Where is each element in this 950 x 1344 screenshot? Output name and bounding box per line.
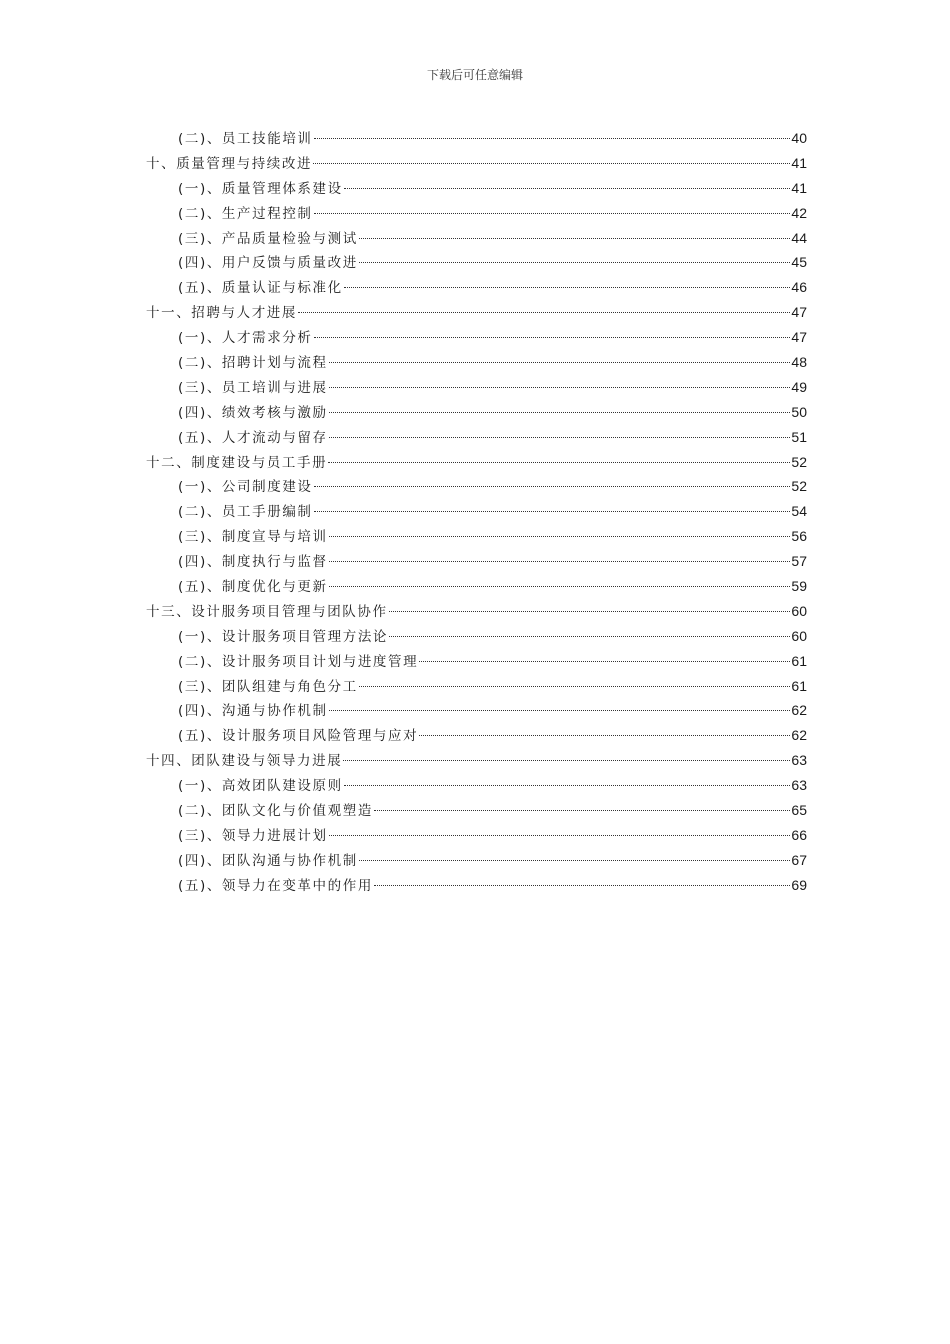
- toc-page-number: 54: [791, 503, 807, 520]
- toc-dot-leader: [329, 387, 791, 388]
- toc-dot-leader: [313, 163, 790, 164]
- toc-section-entry[interactable]: [146, 823, 807, 848]
- toc-section-entry[interactable]: [146, 674, 807, 699]
- toc-section-entry[interactable]: [146, 226, 807, 251]
- toc-page-number: 61: [791, 652, 807, 669]
- toc-section-entry[interactable]: [146, 574, 807, 599]
- toc-dot-leader: [374, 810, 790, 811]
- toc-dot-leader: [389, 611, 791, 612]
- toc-page-number: 42: [791, 204, 807, 221]
- toc-dot-leader: [359, 238, 791, 239]
- toc-dot-leader: [419, 661, 790, 662]
- toc-entry-title: 十一、招聘与人才进展: [146, 305, 297, 322]
- toc-entry-title: (二)、团队文化与价值观塑造: [178, 803, 373, 820]
- toc-dot-leader: [298, 312, 790, 313]
- toc-page-number: 69: [791, 876, 807, 893]
- toc-section-entry[interactable]: [146, 250, 807, 275]
- toc-page-number: 46: [791, 279, 807, 296]
- toc-entry-title: (三)、员工培训与进展: [178, 379, 328, 396]
- toc-page-number: 52: [791, 478, 807, 495]
- toc-section-entry[interactable]: [146, 499, 807, 524]
- toc-page-number: 51: [791, 428, 807, 445]
- toc-section-entry[interactable]: [146, 126, 807, 151]
- toc-page-number: 40: [791, 130, 807, 146]
- toc-entry-title: (五)、人才流动与留存: [178, 429, 328, 446]
- toc-page-number: 47: [791, 329, 807, 346]
- toc-page-number: 62: [791, 702, 807, 719]
- toc-page-number: 41: [791, 154, 807, 171]
- toc-page-number: 45: [791, 254, 807, 271]
- toc-section-entry[interactable]: [146, 549, 807, 574]
- toc-dot-leader: [329, 710, 791, 711]
- toc-entry-title: 十三、设计服务项目管理与团队协作: [146, 603, 388, 620]
- toc-section-entry[interactable]: [146, 873, 807, 898]
- toc-section-entry[interactable]: [146, 723, 807, 748]
- toc-page-number: 62: [791, 727, 807, 744]
- toc-dot-leader: [344, 188, 791, 189]
- toc-section-entry[interactable]: [146, 649, 807, 674]
- toc-entry-title: (二)、员工手册编制: [178, 504, 313, 521]
- toc-entry-title: (四)、绩效考核与激励: [178, 404, 328, 421]
- toc-entry-title: (一)、质量管理体系建设: [178, 180, 343, 197]
- toc-dot-leader: [314, 138, 791, 139]
- toc-page-number: 63: [791, 752, 807, 769]
- toc-section-entry[interactable]: [146, 524, 807, 549]
- toc-entry-title: 十、质量管理与持续改进: [146, 155, 313, 172]
- toc-entry-title: (四)、用户反馈与质量改进: [178, 255, 358, 272]
- toc-entry-title: (五)、设计服务项目风险管理与应对: [178, 728, 419, 745]
- toc-page-number: 61: [791, 677, 807, 694]
- table-of-contents: [146, 126, 807, 898]
- toc-entry-title: 十四、团队建设与领导力进展: [146, 753, 343, 770]
- toc-dot-leader: [329, 835, 791, 836]
- toc-page-number: 66: [791, 826, 807, 843]
- toc-dot-leader: [374, 885, 790, 886]
- toc-section-entry[interactable]: [146, 698, 807, 723]
- toc-section-entry[interactable]: [146, 798, 807, 823]
- toc-dot-leader: [329, 536, 791, 537]
- toc-entry-title: (二)、设计服务项目计划与进度管理: [178, 653, 419, 670]
- toc-dot-leader: [314, 511, 791, 512]
- toc-section-entry[interactable]: [146, 400, 807, 425]
- toc-entry-title: 十二、制度建设与员工手册: [146, 454, 328, 471]
- toc-entry-title: (二)、招聘计划与流程: [178, 355, 328, 372]
- toc-section-entry[interactable]: [146, 325, 807, 350]
- toc-section-entry[interactable]: [146, 375, 807, 400]
- toc-dot-leader: [314, 337, 791, 338]
- toc-dot-leader: [343, 760, 790, 761]
- toc-entry-title: (四)、团队沟通与协作机制: [178, 852, 358, 869]
- toc-dot-leader: [314, 486, 791, 487]
- toc-chapter-entry[interactable]: [146, 300, 807, 325]
- toc-entry-title: (五)、质量认证与标准化: [178, 280, 343, 297]
- toc-section-entry[interactable]: [146, 773, 807, 798]
- toc-page-number: 60: [791, 602, 807, 619]
- toc-entry-title: (四)、制度执行与监督: [178, 554, 328, 571]
- toc-dot-leader: [359, 860, 791, 861]
- toc-entry-title: (一)、设计服务项目管理方法论: [178, 628, 389, 645]
- toc-page-number: 52: [791, 453, 807, 470]
- toc-entry-title: (二)、生产过程控制: [178, 205, 313, 222]
- toc-section-entry[interactable]: [146, 176, 807, 201]
- toc-dot-leader: [344, 287, 791, 288]
- toc-page-number: 44: [791, 229, 807, 246]
- toc-page-number: 60: [791, 627, 807, 644]
- toc-dot-leader: [329, 437, 791, 438]
- toc-page-number: 48: [791, 354, 807, 371]
- toc-entry-title: (一)、人才需求分析: [178, 330, 313, 347]
- toc-dot-leader: [328, 462, 790, 463]
- toc-dot-leader: [329, 561, 791, 562]
- toc-page-number: 47: [791, 304, 807, 321]
- toc-page-number: 41: [791, 179, 807, 196]
- toc-page-number: 59: [791, 578, 807, 595]
- toc-page-number: 50: [791, 403, 807, 420]
- toc-dot-leader: [329, 586, 791, 587]
- toc-entry-title: (四)、沟通与协作机制: [178, 703, 328, 720]
- toc-section-entry[interactable]: [146, 275, 807, 300]
- toc-entry-title: (三)、制度宣导与培训: [178, 529, 328, 546]
- toc-chapter-entry[interactable]: [146, 748, 807, 773]
- toc-section-entry[interactable]: [146, 201, 807, 226]
- toc-chapter-entry[interactable]: [146, 450, 807, 475]
- toc-entry-title: (一)、高效团队建设原则: [178, 778, 343, 795]
- toc-chapter-entry[interactable]: [146, 599, 807, 624]
- toc-page-number: 57: [791, 553, 807, 570]
- toc-entry-title: (五)、制度优化与更新: [178, 579, 328, 596]
- toc-dot-leader: [419, 735, 790, 736]
- toc-page-number: 63: [791, 777, 807, 794]
- toc-dot-leader: [329, 412, 791, 413]
- page-header: 下载后可任意编辑: [426, 68, 523, 82]
- toc-section-entry[interactable]: [146, 425, 807, 450]
- toc-section-entry[interactable]: [146, 350, 807, 375]
- toc-page-number: 49: [791, 378, 807, 395]
- toc-dot-leader: [329, 362, 791, 363]
- toc-dot-leader: [359, 686, 791, 687]
- toc-entry-title: (三)、产品质量检验与测试: [178, 230, 358, 247]
- toc-dot-leader: [359, 262, 791, 263]
- toc-section-entry[interactable]: [146, 474, 807, 499]
- toc-entry-title: (一)、公司制度建设: [178, 479, 313, 496]
- toc-entry-title: (二)、员工技能培训: [178, 131, 313, 147]
- toc-dot-leader: [314, 213, 791, 214]
- toc-dot-leader: [389, 636, 790, 637]
- toc-entry-title: (三)、领导力进展计划: [178, 827, 328, 844]
- toc-entry-title: (五)、领导力在变革中的作用: [178, 877, 373, 894]
- toc-page-number: 65: [791, 802, 807, 819]
- toc-section-entry[interactable]: [146, 848, 807, 873]
- toc-page-number: 56: [791, 528, 807, 545]
- toc-section-entry[interactable]: [146, 624, 807, 649]
- toc-page-number: 67: [791, 851, 807, 868]
- toc-entry-title: (三)、团队组建与角色分工: [178, 678, 358, 695]
- toc-chapter-entry[interactable]: [146, 151, 807, 176]
- toc-dot-leader: [344, 785, 791, 786]
